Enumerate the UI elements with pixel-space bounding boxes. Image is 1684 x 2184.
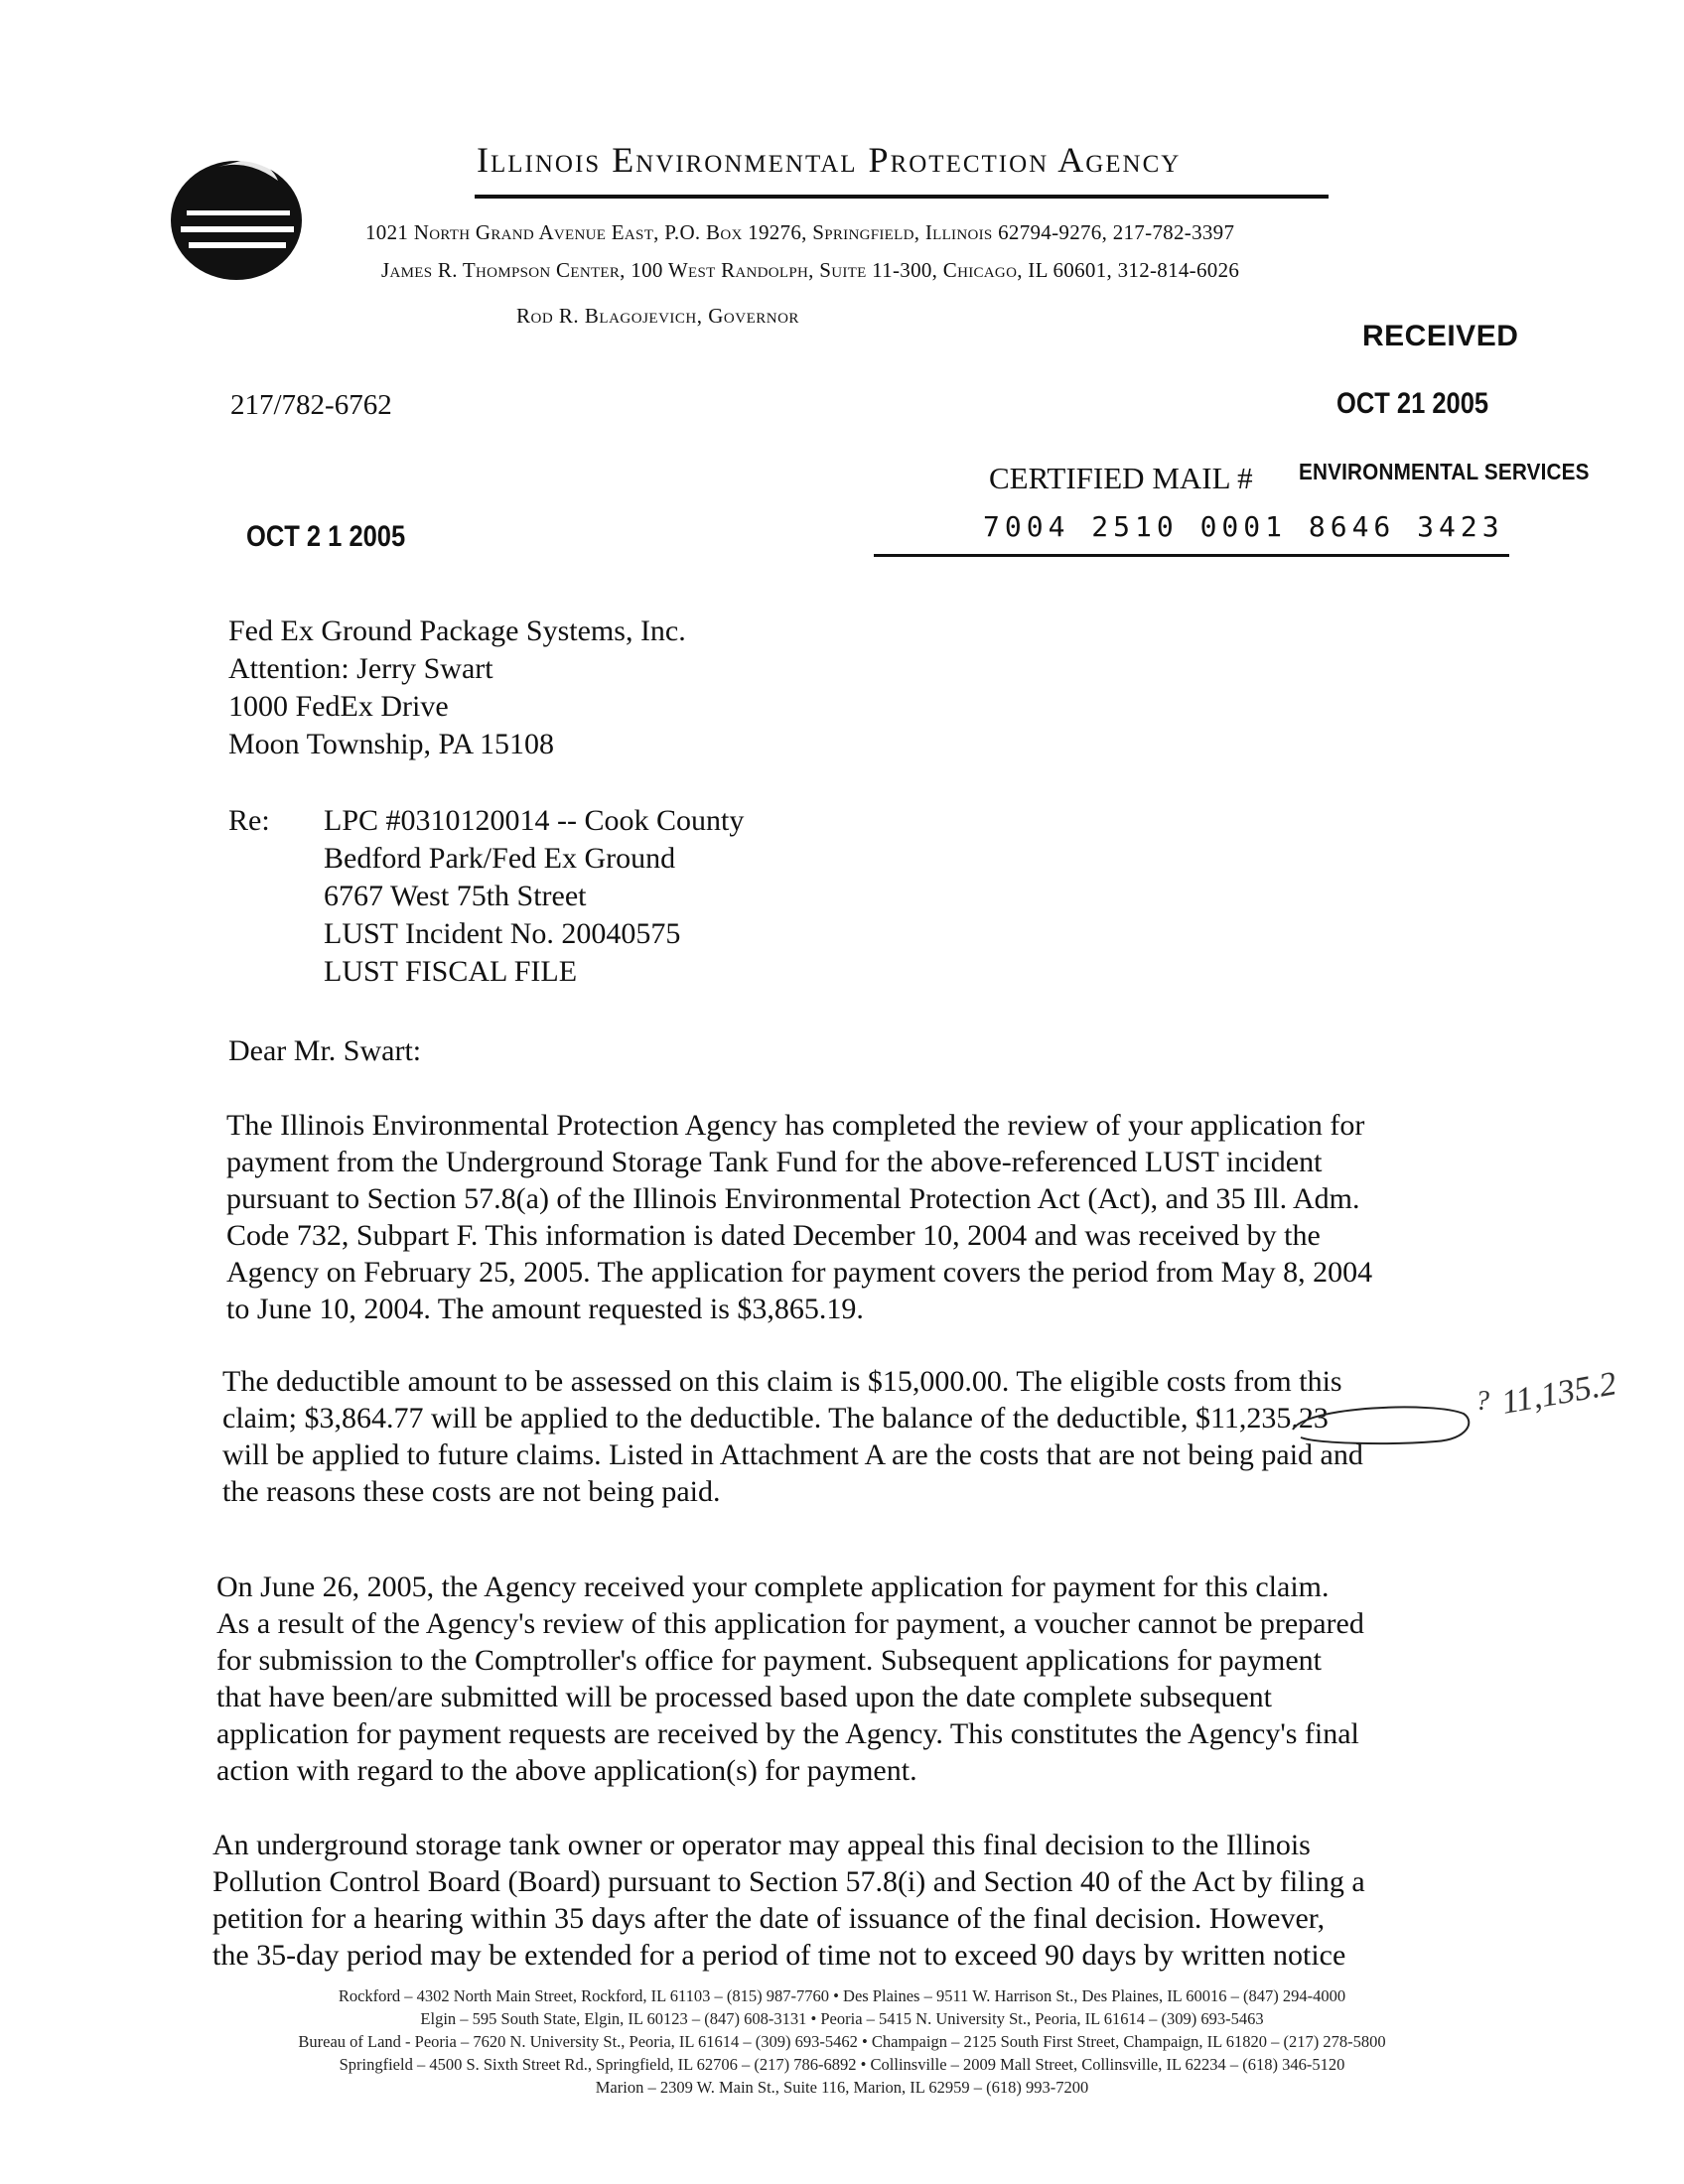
paragraph-appeal (212, 1827, 1365, 1974)
handwritten-note: 11,135.2 (1498, 1365, 1619, 1422)
address-chicago: James R. Thompson Center, 100 West Randolph, Suite 11-300, Chicago, IL 60601, 312-814-6026 (381, 258, 1240, 282)
recipient-line: Moon Township, PA 15108 (228, 728, 554, 760)
paragraph-line: petition for a hearing within 35 days after the date of issuance of the final decision. However, (212, 1902, 1326, 1935)
recipient-address (228, 613, 686, 763)
paragraph-deductible (222, 1363, 1363, 1510)
re-line: LUST Incident No. 20040575 (324, 917, 681, 950)
letterhead-rule (475, 195, 1329, 199)
paragraph-line: As a result of the Agency's review of this application for payment, a voucher cannot be prepared (216, 1607, 1364, 1640)
paragraph-line: On June 26, 2005, the Agency received your complete application for payment for this claim. (216, 1570, 1330, 1603)
recipient-line: Fed Ex Ground Package Systems, Inc. (228, 614, 686, 647)
paragraph-line: application for payment requests are received by the Agency. This constitutes the Agency's final (216, 1717, 1359, 1750)
received-stamp-date: OCT 21 2005 (1336, 387, 1489, 420)
paragraph-review (226, 1107, 1372, 1327)
re-line: LPC #0310120014 -- Cook County (324, 804, 745, 837)
paragraph-line: The deductible amount to be assessed on this claim is $15,000.00. The eligible costs from this (222, 1365, 1342, 1398)
certified-mail-label: CERTIFIED MAIL # (989, 461, 1253, 495)
re-subject (324, 802, 744, 991)
paragraph-line: will be applied to future claims. Listed in Attachment A are the costs that are not being paid and (222, 1438, 1363, 1471)
agency-name: Illinois Environmental Protection Agency (477, 140, 1182, 180)
re-line: Bedford Park/Fed Ex Ground (324, 842, 676, 875)
paragraph-line: to June 10, 2004. The amount requested is $3,865.19. (226, 1293, 864, 1325)
received-stamp-label: RECEIVED (1362, 320, 1519, 352)
paragraph-line: pursuant to Section 57.8(a) of the Illinois Environmental Protection Act (Act), and 35 Ill. Adm. (226, 1182, 1360, 1215)
governor-line: Rod R. Blagojevich, Governor (516, 304, 799, 328)
handwritten-circle-mark (1287, 1400, 1475, 1445)
paragraph-line: action with regard to the above application(s) for payment. (216, 1754, 917, 1787)
address-springfield: 1021 North Grand Avenue East, P.O. Box 19276, Springfield, Illinois 62794-9276, 217-782-3397 (365, 220, 1235, 244)
paragraph-line: payment from the Underground Storage Tank Fund for the above-referenced LUST incident (226, 1146, 1323, 1178)
regional-offices-footer (0, 1984, 1684, 2099)
handwritten-question-mark: ? (1475, 1386, 1489, 1417)
footer-line: Springfield – 4500 S. Sixth Street Rd., Springfield, IL 62706 – (217) 786-6892 • Collinsville – 2009 Mall Street, Collinsville, IL 62234 – (618) 346-5120 (339, 2055, 1345, 2074)
paragraph-line: the 35-day period may be extended for a period of time not to exceed 90 days by written notice (212, 1939, 1346, 1972)
certified-mail-number: 7004 2510 0001 8646 3423 (983, 510, 1504, 543)
footer-line: Elgin – 595 South State, Elgin, IL 60123 – (847) 608-3131 • Peoria – 5415 N. University St., Peoria, IL 61614 – (309) 693-5463 (420, 2009, 1264, 2028)
footer-line: Bureau of Land - Peoria – 7620 N. University St., Peoria, IL 61614 – (309) 693-5462 • Champaign – 2125 South First Street, Champaign, IL 61820 – (217) 278-5800 (298, 2032, 1386, 2051)
re-line: 6767 West 75th Street (324, 880, 587, 912)
re-line: LUST FISCAL FILE (324, 955, 578, 988)
recipient-line: 1000 FedEx Drive (228, 690, 449, 723)
recipient-line: Attention: Jerry Swart (228, 652, 493, 685)
paragraph-line: The Illinois Environmental Protection Agency has completed the review of your application for (226, 1109, 1365, 1142)
paragraph-line: Pollution Control Board (Board) pursuant to Section 57.8(i) and Section 40 of the Act by filing a (212, 1865, 1365, 1898)
salutation: Dear Mr. Swart: (228, 1034, 422, 1067)
paragraph-line: that have been/are submitted will be processed based upon the date complete subsequent (216, 1681, 1272, 1713)
paragraph-line: Code 732, Subpart F. This information is dated December 10, 2004 and was received by the (226, 1219, 1321, 1252)
re-label: Re: (228, 804, 270, 837)
agency-seal-logo (159, 149, 318, 288)
received-stamp-department: ENVIRONMENTAL SERVICES (1299, 459, 1590, 484)
paragraph-line: claim; $3,864.77 will be applied to the deductible. The balance of the deductible, $11,235.23 (222, 1402, 1329, 1434)
footer-line: Marion – 2309 W. Main St., Suite 116, Marion, IL 62959 – (618) 993-7200 (595, 2078, 1089, 2097)
footer-line: Rockford – 4302 North Main Street, Rockford, IL 61103 – (815) 987-7760 • Des Plaines – 9511 W. Harrison St., Des Plaines, IL 60016 – (847) 294-4000 (338, 1986, 1346, 2005)
paragraph-voucher (216, 1569, 1364, 1789)
paragraph-line: Agency on February 25, 2005. The application for payment covers the period from May 8, 2004 (226, 1256, 1373, 1289)
phone-number: 217/782-6762 (230, 389, 392, 421)
letter-date: OCT 2 1 2005 (246, 520, 406, 553)
certified-mail-rule (874, 554, 1509, 557)
paragraph-line: for submission to the Comptroller's office for payment. Subsequent applications for payment (216, 1644, 1322, 1677)
paragraph-line: the reasons these costs are not being paid. (222, 1475, 721, 1508)
paragraph-line: An underground storage tank owner or operator may appeal this final decision to the Illinois (212, 1829, 1311, 1861)
